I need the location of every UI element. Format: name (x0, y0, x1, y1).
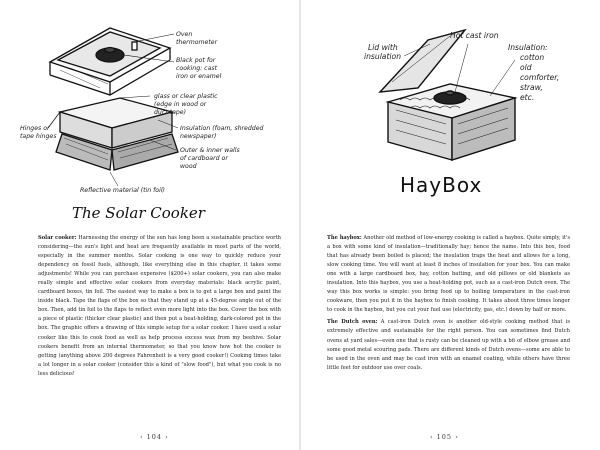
label-black-pot: Black pot for cooking: cast iron or enamel (176, 57, 222, 80)
label-walls: Outer & inner walls of cardboard or wood (180, 147, 240, 170)
paragraph-lead: Solar cooker: (38, 235, 77, 241)
label-hinges: Hinges or tape hinges (20, 125, 57, 140)
solar-cooker-paragraph (38, 234, 281, 379)
solar-cooker-title: The Solar Cooker (72, 204, 205, 222)
left-body-text (38, 234, 281, 382)
label-glass: glass or clear plastic (edge in wood or duct tape) (154, 93, 218, 116)
label-insulation: Insulation (foam, shredded newspaper) (180, 125, 264, 140)
paragraph-lead: The haybox: (327, 235, 362, 241)
paragraph-lead: The Dutch oven: (327, 319, 378, 326)
label-haybox-insulation: Insulation: cotton old comforter, straw, etc. (508, 43, 560, 102)
haybox-illustration (300, 0, 600, 450)
haybox-title: HayBox (400, 173, 483, 197)
label-lid: Lid with insulation (364, 43, 402, 61)
haybox-drawing (380, 30, 515, 160)
page-number-left: ‹ 104 › (140, 433, 169, 441)
label-oven-thermometer: Oven thermometer (176, 31, 218, 46)
label-hot-cast-iron: Hot cast iron (450, 31, 499, 40)
paragraph-text: Harnessing the energy of the sun has long been a sustainable practice worth considering—the sun's light and heat are frequently available in most parts of the world, especially in the summer months. Solar cooking is one way to quickly reduce your dependency on fossil fuels, although, like everything else in this chapter, it takes some adjustments! While you can purchase expensive ($200+) solar cookers, you can also make really simple and effective solar cookers from everyday materials: black acrylic paint, cardboard boxes, tin foil. The easiest way to make a box is to get a large box and paint the inside black. Tape the flaps of the box so that they stand up at a 45-degree angle out of the box. Then, add tin foil to the flaps to reflect even more light into the box. Cover the box with a piece of plastic (thicker clear plastic) and then put a heat-holding, dark-colored pot in the box. The graphic offers a drawing of this simple setup for a solar cooker. I have used a solar cooker like this to cook food as well as help process excess wax from my beehive. Solar cookers benefit from an internal thermometer, so that you know how hot the cooker is getting (anything above 200 degrees Fahrenheit is a very good cooker!) Cooking times take a lot longer in a solar cooker (consider this a kind of "slow food"), but what you cook is no less delicious! (38, 235, 281, 377)
right-page (300, 0, 600, 450)
haybox-paragraph (327, 234, 570, 315)
page-number-right: ‹ 105 › (430, 433, 459, 441)
right-body-text (327, 234, 570, 376)
paragraph-text: Another old method of low-energy cooking is called a haybox. Quite simply, it's a box with some kind of insulation—traditionally hay; hence the name. Into this box, food that has already been boiled is placed; the insulation traps the heat and allows for a long, slow cooking time. You will want at least 8 inches of insulation for your box. You can make one with a large cardboard box, hay, cotton batting, and old pillows or old blankets as insulation. Into this haybox, you use a heat-holding pot, such as a cast-iron Dutch oven. The way this box works is simple: you bring food up to boiling temperature in the cast-iron cookware, then you put it in the haybox to finish cooking. It takes about three times longer to cook in the haybox, but you cut your fuel use (electricity, gas, etc.) down by half or more. (327, 235, 570, 314)
label-reflective: Reflective material (tin foil) (80, 187, 165, 194)
dutch-oven-paragraph (327, 318, 570, 372)
solar-cooker-closed-drawing (50, 28, 174, 95)
paragraph-text: A cast-iron Dutch oven is another old-style cooking method that is extremely effective and sustainable for the right person. You can sometimes find Dutch ovens at yard sales—even one that is rusty can be cleaned up with a bit of elbow grease and some good metal scouring pads. There are different kinds of Dutch ovens—some are able to be used in the oven and may be cast iron with an enamel coating, while others have three little feet for outdoor use over coals. (327, 319, 570, 371)
book-gutter (299, 0, 301, 450)
